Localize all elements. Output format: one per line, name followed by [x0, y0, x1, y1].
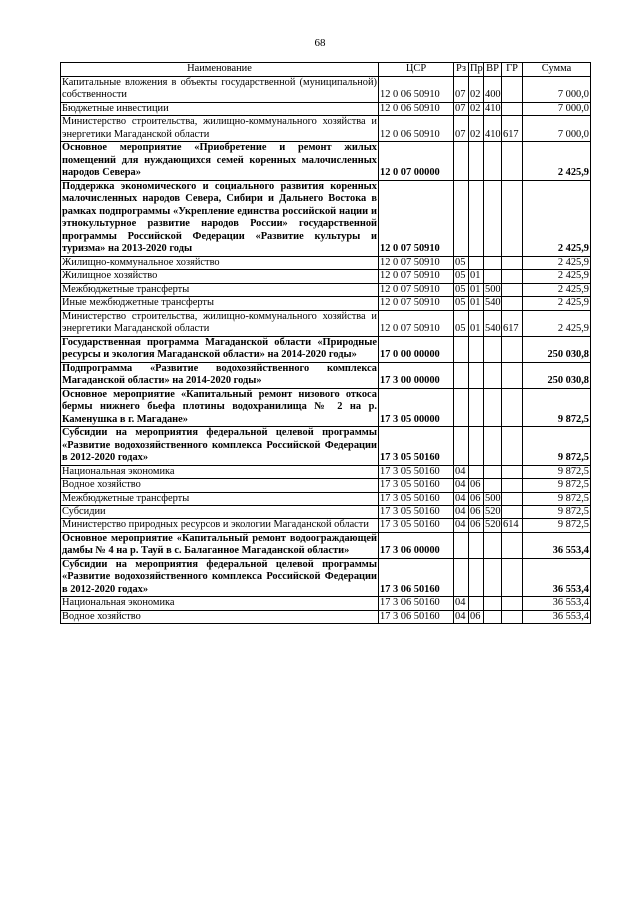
cell-rz: 04 [454, 465, 469, 478]
cell-rz: 04 [454, 505, 469, 518]
cell-gr [502, 102, 523, 115]
cell-pr: 06 [469, 519, 484, 532]
cell-sum: 9 872,5 [523, 388, 591, 426]
cell-name: Основное мероприятие «Капитальный ремонт низового откоса бермы нижнего бьефа плотины водохранилища № 2 на р. Каменушка в г. Магадане» [62, 388, 377, 425]
cell-csr: 17 3 06 50160 [379, 597, 454, 610]
table-row [61, 597, 591, 610]
cell-name: Основное мероприятие «Приобретение и ремонт жилых помещений для нуждающихся семей коренных малочисленных народов Севера» [62, 142, 377, 179]
cell-csr: 17 3 06 50160 [379, 610, 454, 623]
table-row [61, 479, 591, 492]
cell-csr: 17 3 05 50160 [379, 465, 454, 478]
cell-sum: 9 872,5 [523, 505, 591, 518]
cell-vr [484, 610, 502, 623]
cell-csr: 12 0 07 50910 [379, 297, 454, 310]
cell-gr [502, 283, 523, 296]
cell-vr [484, 465, 502, 478]
cell-rz [454, 180, 469, 256]
cell-gr [502, 505, 523, 518]
cell-name: Министерство строительства, жилищно-коммунального хозяйства и энергетики Магаданской области [62, 310, 377, 335]
cell-sum: 36 553,4 [523, 597, 591, 610]
cell-sum: 7 000,0 [523, 116, 591, 142]
cell-pr: 01 [469, 270, 484, 283]
cell-name: Поддержка экономического и социального развития коренных малочисленных народов Севера, Сибири и Дальнего Востока в рамках подпрограммы «Укрепление единства российской нации и этнокультурное развитие народов России» государственной программы Российской Федерации «Развитие культуры и туризма» на 2013-2020 годы [62, 180, 377, 255]
cell-pr: 06 [469, 479, 484, 492]
cell-rz [454, 558, 469, 596]
page-number: 68 [314, 37, 326, 49]
cell-csr: 12 0 06 50910 [379, 77, 454, 103]
cell-vr: 520 [485, 519, 501, 531]
cell-csr: 12 0 07 50910 [379, 180, 454, 256]
cell-name: Министерство природных ресурсов и экологии Магаданской области [61, 519, 379, 532]
table-row [61, 505, 591, 518]
table-row [61, 427, 591, 465]
cell-name: Жилищное хозяйство [61, 270, 379, 283]
cell-vr [484, 558, 502, 596]
header-sum: Сумма [523, 63, 591, 77]
cell-name: Субсидии [61, 505, 379, 518]
cell-pr: 02 [469, 116, 484, 142]
cell-csr: 17 3 05 00000 [379, 388, 454, 426]
table-row [61, 297, 591, 310]
cell-pr [469, 465, 484, 478]
table-row [61, 558, 591, 596]
table-header [61, 63, 591, 77]
cell-pr: 06 [469, 492, 484, 505]
cell-name: Субсидии на мероприятия федеральной целевой программы «Развитие водохозяйственного комплекса Российской Федерации в 2012-2020 годах» [62, 558, 377, 595]
cell-vr [484, 142, 502, 180]
cell-vr: 410 [485, 102, 501, 114]
cell-gr: 617 [502, 116, 523, 142]
cell-vr [484, 336, 502, 362]
cell-vr [484, 256, 502, 269]
cell-name: Подпрограмма «Развитие водохозяйственного комплекса Магаданской области» на 2014-2020 годы» [62, 362, 377, 387]
cell-pr [469, 336, 484, 362]
cell-vr [484, 270, 502, 283]
cell-rz: 05 [454, 283, 469, 296]
cell-gr [502, 427, 523, 465]
cell-gr [502, 532, 523, 558]
cell-sum: 2 425,9 [523, 256, 591, 269]
cell-gr [502, 362, 523, 388]
cell-rz [454, 142, 469, 180]
cell-rz: 04 [454, 492, 469, 505]
cell-gr [502, 256, 523, 269]
cell-sum: 7 000,0 [523, 77, 591, 103]
cell-sum: 7 000,0 [523, 102, 591, 115]
cell-sum: 36 553,4 [523, 532, 591, 558]
cell-sum: 2 425,9 [523, 270, 591, 283]
cell-csr: 17 3 00 00000 [379, 362, 454, 388]
cell-pr [469, 388, 484, 426]
cell-gr [502, 142, 523, 180]
cell-sum: 2 425,9 [523, 142, 591, 180]
cell-pr: 06 [469, 505, 484, 518]
cell-sum: 2 425,9 [523, 180, 591, 256]
cell-vr: 520 [485, 505, 501, 517]
cell-sum: 9 872,5 [523, 479, 591, 492]
cell-csr: 17 3 05 50160 [379, 519, 454, 532]
cell-pr: 01 [469, 310, 484, 336]
cell-sum: 9 872,5 [523, 465, 591, 478]
cell-gr [502, 597, 523, 610]
cell-rz: 05 [454, 310, 469, 336]
cell-vr [484, 597, 502, 610]
cell-gr [502, 77, 523, 103]
table-row [61, 362, 591, 388]
cell-rz [454, 336, 469, 362]
cell-gr [502, 610, 523, 623]
cell-name: Водное хозяйство [61, 479, 379, 492]
cell-rz: 05 [454, 297, 469, 310]
cell-gr: 614 [502, 519, 523, 532]
cell-rz: 07 [454, 102, 469, 115]
cell-name: Водное хозяйство [61, 610, 379, 623]
cell-vr [484, 532, 502, 558]
cell-pr [469, 532, 484, 558]
cell-csr: 12 0 07 50910 [379, 283, 454, 296]
cell-gr [502, 336, 523, 362]
table-body [61, 77, 591, 624]
cell-name: Капитальные вложения в объекты государственной (муниципальной) собственности [62, 77, 377, 101]
cell-sum: 2 425,9 [523, 283, 591, 296]
cell-csr: 17 3 05 50160 [379, 427, 454, 465]
cell-vr: 410 [484, 116, 502, 142]
header-vr: ВР [484, 63, 502, 77]
cell-name: Основное мероприятие «Капитальный ремонт водоограждающей дамбы № 4 на р. Тауй в с. Балаганное Магаданской области» [62, 532, 377, 557]
cell-csr: 12 0 06 50910 [379, 116, 454, 142]
cell-csr: 17 3 05 50160 [379, 479, 454, 492]
cell-rz [454, 427, 469, 465]
table-row [61, 388, 591, 426]
cell-rz: 07 [454, 77, 469, 103]
header-csr: ЦСР [379, 63, 454, 77]
cell-name: Иные межбюджетные трансферты [61, 297, 379, 310]
cell-csr: 12 0 06 50910 [379, 102, 454, 115]
cell-name: Жилищно-коммунальное хозяйство [61, 256, 379, 269]
budget-table [60, 62, 591, 624]
cell-csr: 12 0 07 50910 [379, 310, 454, 336]
table-row [61, 519, 591, 532]
cell-csr: 17 3 05 50160 [379, 492, 454, 505]
cell-gr [502, 479, 523, 492]
header-name: Наименование [61, 63, 379, 77]
cell-rz: 07 [454, 116, 469, 142]
cell-rz [454, 388, 469, 426]
cell-pr [469, 427, 484, 465]
cell-csr: 17 3 06 00000 [379, 532, 454, 558]
header-pr: Пр [469, 63, 484, 77]
table-row [61, 102, 591, 115]
cell-name: Государственная программа Магаданской области «Природные ресурсы и экология Магаданской области» на 2014-2020 годы» [62, 336, 377, 361]
cell-vr [484, 479, 502, 492]
table-row [61, 465, 591, 478]
cell-vr [484, 427, 502, 465]
cell-pr [469, 180, 484, 256]
cell-sum: 2 425,9 [523, 297, 591, 310]
table-row [61, 256, 591, 269]
table-row [61, 610, 591, 623]
header-gr: ГР [502, 63, 523, 77]
cell-gr [502, 465, 523, 478]
cell-vr: 540 [485, 297, 501, 309]
cell-sum: 9 872,5 [523, 519, 591, 532]
cell-name: Национальная экономика [61, 465, 379, 478]
cell-vr: 400 [484, 77, 502, 103]
cell-sum: 9 872,5 [523, 492, 591, 505]
cell-csr: 17 0 00 00000 [379, 336, 454, 362]
table-row [61, 270, 591, 283]
cell-sum: 36 553,4 [523, 610, 591, 623]
cell-vr: 540 [484, 310, 502, 336]
cell-vr: 500 [485, 492, 501, 504]
cell-name: Министерство строительства, жилищно-коммунального хозяйства и энергетики Магаданской области [62, 116, 377, 140]
header-rz: Рз [454, 63, 469, 77]
cell-gr [502, 180, 523, 256]
cell-pr: 01 [469, 297, 484, 310]
cell-name: Бюджетные инвестиции [61, 102, 379, 115]
cell-csr: 17 3 05 50160 [379, 505, 454, 518]
cell-rz [454, 362, 469, 388]
cell-csr: 12 0 07 50910 [379, 270, 454, 283]
cell-vr [484, 388, 502, 426]
cell-gr [502, 297, 523, 310]
cell-pr: 02 [469, 77, 484, 103]
cell-sum: 250 030,8 [523, 336, 591, 362]
cell-csr: 12 0 07 00000 [379, 142, 454, 180]
table-row [61, 532, 591, 558]
cell-rz: 04 [454, 479, 469, 492]
cell-name: Субсидии на мероприятия федеральной целевой программы «Развитие водохозяйственного комплекса Российской Федерации в 2012-2020 годах» [62, 427, 377, 464]
cell-csr: 17 3 06 50160 [379, 558, 454, 596]
table-row [61, 336, 591, 362]
cell-name: Межбюджетные трансферты [61, 492, 379, 505]
cell-pr [469, 558, 484, 596]
cell-vr [484, 180, 502, 256]
cell-sum: 9 872,5 [523, 427, 591, 465]
cell-rz: 04 [454, 519, 469, 532]
table-row [61, 77, 591, 103]
cell-rz: 04 [454, 610, 469, 623]
cell-pr: 01 [469, 283, 484, 296]
table-row [61, 180, 591, 256]
cell-sum: 2 425,9 [523, 310, 591, 336]
cell-gr [502, 492, 523, 505]
cell-pr: 06 [469, 610, 484, 623]
cell-vr: 500 [485, 283, 501, 295]
table-row [61, 116, 591, 142]
cell-rz [454, 532, 469, 558]
cell-rz: 04 [454, 597, 469, 610]
cell-gr [502, 270, 523, 283]
cell-pr [469, 256, 484, 269]
cell-pr [469, 142, 484, 180]
table-row [61, 492, 591, 505]
table-row [61, 142, 591, 180]
cell-pr: 02 [469, 102, 484, 115]
cell-sum: 250 030,8 [523, 362, 591, 388]
cell-vr [484, 362, 502, 388]
table-row [61, 283, 591, 296]
cell-pr [469, 362, 484, 388]
cell-gr: 617 [502, 310, 523, 336]
cell-gr [502, 558, 523, 596]
cell-csr: 12 0 07 50910 [379, 256, 454, 269]
cell-name: Национальная экономика [61, 597, 379, 610]
table-row [61, 310, 591, 336]
cell-pr [469, 597, 484, 610]
cell-sum: 36 553,4 [523, 558, 591, 596]
cell-rz: 05 [454, 270, 469, 283]
cell-gr [502, 388, 523, 426]
cell-name: Межбюджетные трансферты [61, 283, 379, 296]
cell-rz: 05 [454, 256, 469, 269]
